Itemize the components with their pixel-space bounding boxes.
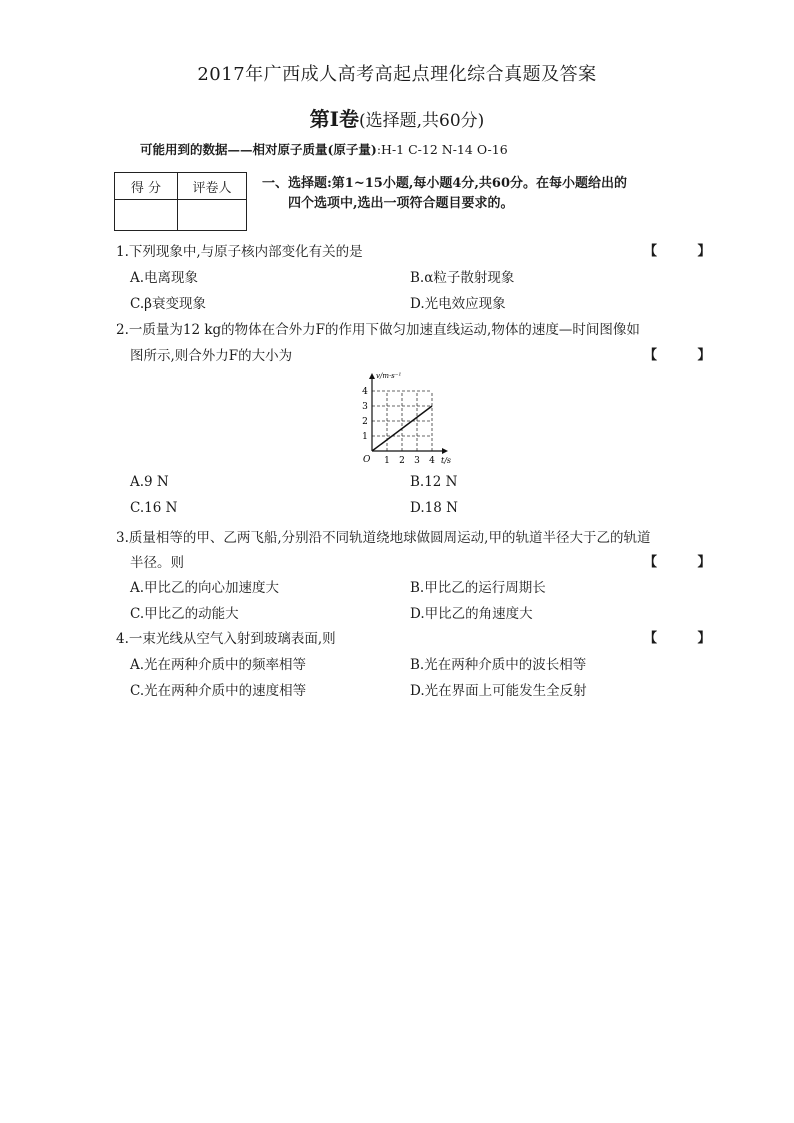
section-instructions xyxy=(262,174,627,214)
score-table xyxy=(114,172,247,231)
grader-header: 评卷人 xyxy=(178,173,247,200)
volume-note: (选择题,共60分) xyxy=(359,111,485,131)
q1-option-c: C.β衰变现象 xyxy=(130,296,206,312)
q3-option-c: C.甲比乙的动能大 xyxy=(130,606,239,622)
section-instructions-line2: 四个选项中,选出一项符合题目要求的。 xyxy=(288,196,514,211)
grader-cell xyxy=(178,200,247,231)
question-2-stem-line2: 图所示,则合外力F的大小为 xyxy=(130,348,293,364)
document-title: 2017年广西成人高考高起点理化综合真题及答案 xyxy=(197,64,597,85)
q1-option-a: A.电离现象 xyxy=(130,270,199,286)
q3-option-a: A.甲比乙的向心加速度大 xyxy=(130,580,280,596)
x-axis-arrow xyxy=(442,448,448,454)
q2-option-c: C.16 N xyxy=(130,500,178,516)
y-axis-arrow xyxy=(369,373,375,379)
answer-bracket-3: 【 】 xyxy=(644,555,729,570)
graph-grid xyxy=(372,391,432,451)
question-4-stem: 4.一束光线从空气入射到玻璃表面,则 xyxy=(116,631,336,647)
q2-option-b: B.12 N xyxy=(410,474,458,490)
y-tick-label: 4 xyxy=(362,387,368,397)
origin-label: O xyxy=(363,455,371,465)
x-tick-label: 1 xyxy=(384,456,390,465)
volume-label: 第Ⅰ卷 xyxy=(309,107,360,131)
atomic-mass-line xyxy=(140,140,508,158)
x-axis-label: t/s xyxy=(441,456,452,465)
graph-axes xyxy=(369,373,448,454)
q4-option-d: D.光在界面上可能发生全反射 xyxy=(410,683,587,699)
y-tick-label: 1 xyxy=(362,432,368,442)
q3-option-b: B.甲比乙的运行周期长 xyxy=(410,580,546,596)
x-tick-label: 3 xyxy=(414,456,420,465)
q4-option-b: B.光在两种介质中的波长相等 xyxy=(410,657,587,673)
q4-option-c: C.光在两种介质中的速度相等 xyxy=(130,683,307,699)
y-tick-label: 2 xyxy=(362,417,368,427)
q2-option-d: D.18 N xyxy=(410,500,458,516)
y-tick-label: 3 xyxy=(362,402,368,412)
question-3-stem-line1: 3.质量相等的甲、乙两飞船,分别沿不同轨道绕地球做圆周运动,甲的轨道半径大于乙的轨道 xyxy=(116,530,651,546)
velocity-time-graph xyxy=(350,365,460,465)
answer-bracket-2: 【 】 xyxy=(644,348,729,363)
question-3-stem-line2: 半径。则 xyxy=(130,555,184,571)
score-header: 得 分 xyxy=(115,173,178,200)
question-1-stem: 1.下列现象中,与原子核内部变化有关的是 xyxy=(116,244,363,260)
answer-bracket-1: 【 】 xyxy=(644,244,729,259)
q1-option-b: B.α粒子散射现象 xyxy=(410,270,515,286)
y-axis-label: v/m·s⁻¹ xyxy=(376,372,402,380)
atomic-mass-values: :H-1 C-12 N-14 O-16 xyxy=(376,142,508,157)
x-tick-label: 4 xyxy=(429,456,435,465)
q1-option-d: D.光电效应现象 xyxy=(410,296,506,312)
q2-option-a: A.9 N xyxy=(130,474,169,490)
section-instructions-line1: 一、选择题:第1~15小题,每小题4分,共60分。在每小题给出的 xyxy=(262,176,628,191)
x-tick-label: 2 xyxy=(399,456,405,465)
answer-bracket-4: 【 】 xyxy=(644,631,729,646)
score-cell xyxy=(115,200,178,231)
atomic-mass-label: 可能用到的数据——相对原子质量(原子量) xyxy=(140,142,377,157)
q4-option-a: A.光在两种介质中的频率相等 xyxy=(130,657,307,673)
q3-option-d: D.甲比乙的角速度大 xyxy=(410,606,533,622)
question-2-stem-line1: 2.一质量为12 kg的物体在合外力F的作用下做匀加速直线运动,物体的速度—时间图像如 xyxy=(116,322,640,338)
volume-header xyxy=(0,103,794,132)
